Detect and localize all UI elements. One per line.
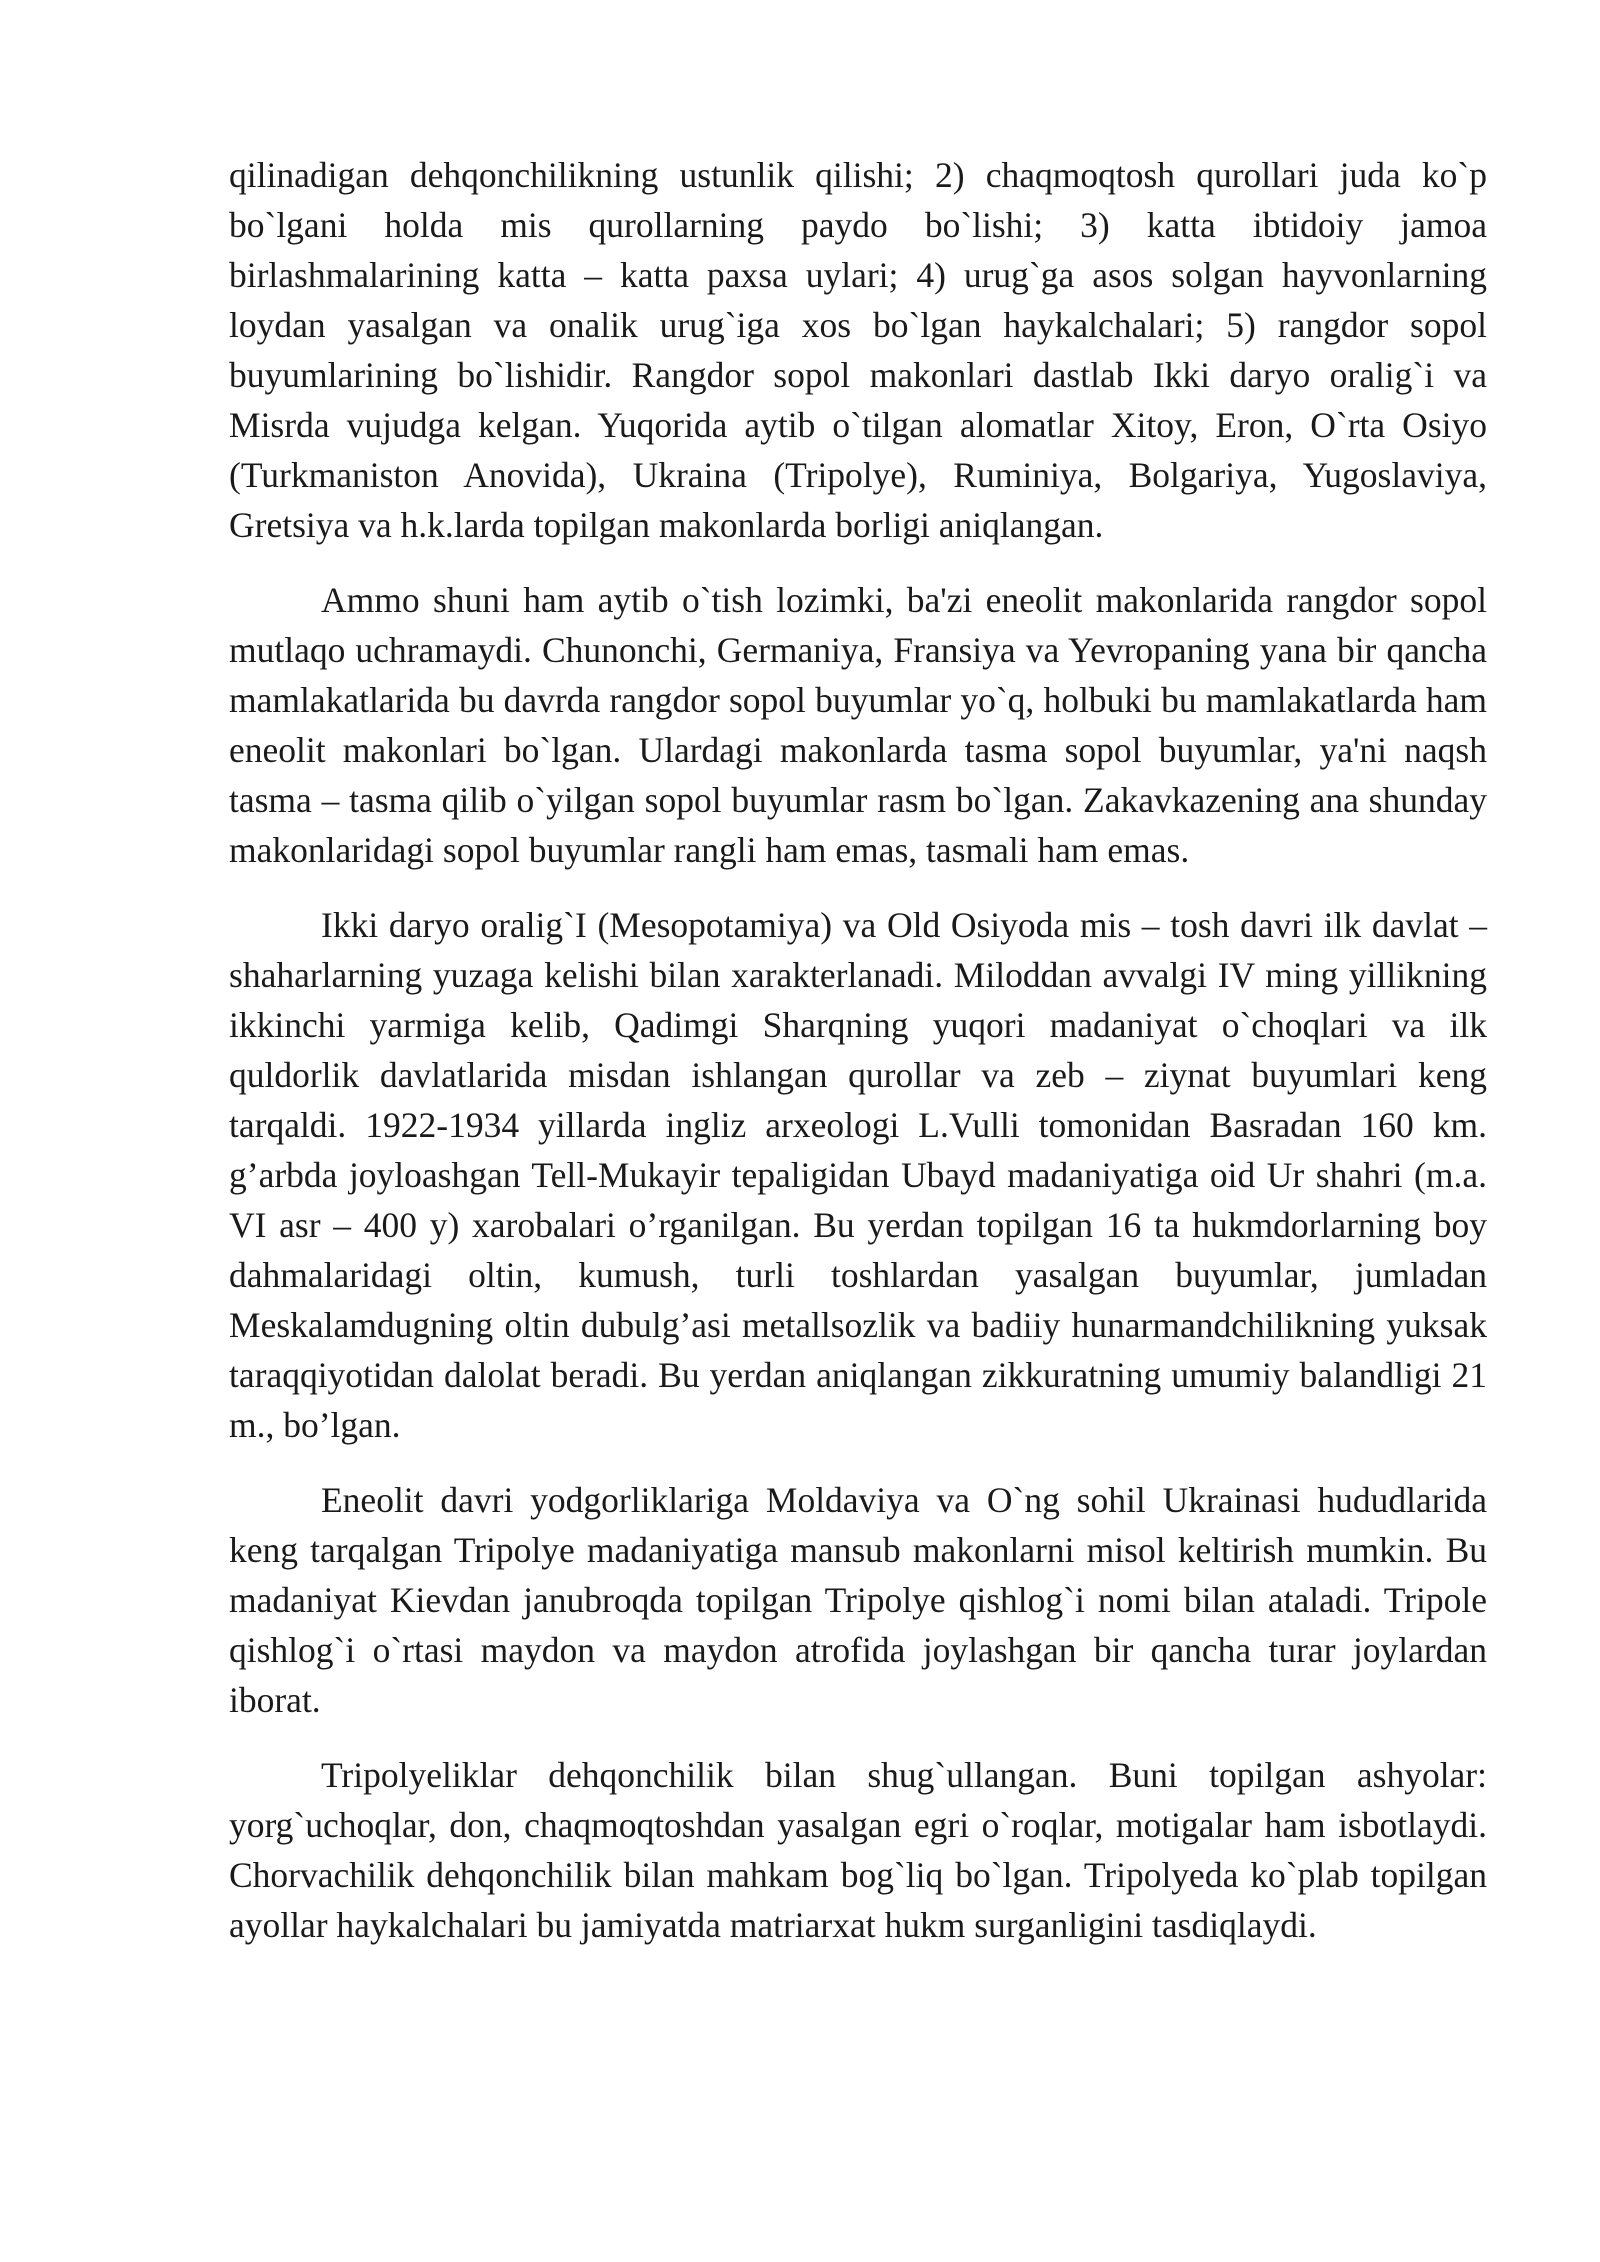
document-body	[229, 150, 1487, 1975]
paragraph-1: qilinadigan dehqonchilikning ustunlik qilishi; 2) chaqmoqtosh qurollari juda ko`p bo`lgani holda mis qurollarning paydo bo`lishi; 3) katta ibtidoiy jamoa birlashmalarining katta – katta paxsa uylari; 4) urug`ga asos solgan hayvonlarning loydan yasalgan va onalik urug`iga xos bo`lgan haykalchalari; 5) rangdor sopol buyumlarining bo`lishidir. Rangdor sopol makonlari dastlab Ikki daryo oralig`i va Misrda vujudga kelgan. Yuqorida aytib o`tilgan alomatlar Xitoy, Eron, O`rta Osiyo (Turkmaniston Anovida), Ukraina (Tripolye), Ruminiya, Bolgariya, Yugoslaviya, Gretsiya va h.k.larda topilgan makonlarda borligi aniqlangan.	[229, 155, 1487, 545]
paragraph-5: Tripolyeliklar dehqonchilik bilan shug`ullangan. Buni topilgan ashyolar: yorg`uchoqlar, don, chaqmoqtoshdan yasalgan egri o`roqlar, motigalar ham isbotlaydi. Chorvachilik dehqonchilik bilan mahkam bog`liq bo`lgan. Tripolyeda ko`plab topilgan ayollar haykalchalari bu jamiyatda matriarxat hukm surganligini tasdiqlaydi.	[229, 1755, 1487, 1945]
paragraph-2: Ammo shuni ham aytib o`tish lozimki, ba'zi eneolit makonlarida rangdor sopol mutlaqo uchramaydi. Chunonchi, Germaniya, Fransiya va Yevropaning yana bir qancha mamlakatlarida bu davrda rangdor sopol buyumlar yo`q, holbuki bu mamlakatlarda ham eneolit makonlari bo`lgan. Ulardagi makonlarda tasma sopol buyumlar, ya'ni naqsh tasma – tasma qilib o`yilgan sopol buyumlar rasm bo`lgan. Zakavkazening ana shunday makonlaridagi sopol buyumlar rangli ham emas, tasmali ham emas.	[229, 580, 1487, 870]
paragraph-3: Ikki daryo oralig`I (Mesopotamiya) va Old Osiyoda mis – tosh davri ilk davlat – shaharlarning yuzaga kelishi bilan xarakterlanadi. Miloddan avvalgi IV ming yillikning ikkinchi yarmiga kelib, Qadimgi Sharqning yuqori madaniyat o`choqlari va ilk quldorlik davlatlarida misdan ishlangan qurollar va zeb – ziynat buyumlari keng tarqaldi. 1922-1934 yillarda ingliz arxeologi L.Vulli tomonidan Basradan 160 km. g’arbda joyloashgan Tell-Mukayir tepaligidan Ubayd madaniyatiga oid Ur shahri (m.a. VI asr – 400 y) xarobalari o’rganilgan. Bu yerdan topilgan 16 ta hukmdorlarning boy dahmalaridagi oltin, kumush, turli toshlardan yasalgan buyumlar, jumladan Meskalamdugning oltin dubulg’asi metallsozlik va badiiy hunarmandchilikning yuksak taraqqiyotidan dalolat beradi. Bu yerdan aniqlangan zikkuratning umumiy balandligi 21 m., bo’lgan.	[229, 905, 1487, 1445]
paragraph-4: Eneolit davri yodgorliklariga Moldaviya va O`ng sohil Ukrainasi hududlarida keng tarqalgan Tripolye madaniyatiga mansub makonlarni misol keltirish mumkin. Bu madaniyat Kievdan janubroqda topilgan Tripolye qishlog`i nomi bilan ataladi. Tripole qishlog`i o`rtasi maydon va maydon atrofida joylashgan bir qancha turar joylardan iborat.	[229, 1480, 1487, 1720]
